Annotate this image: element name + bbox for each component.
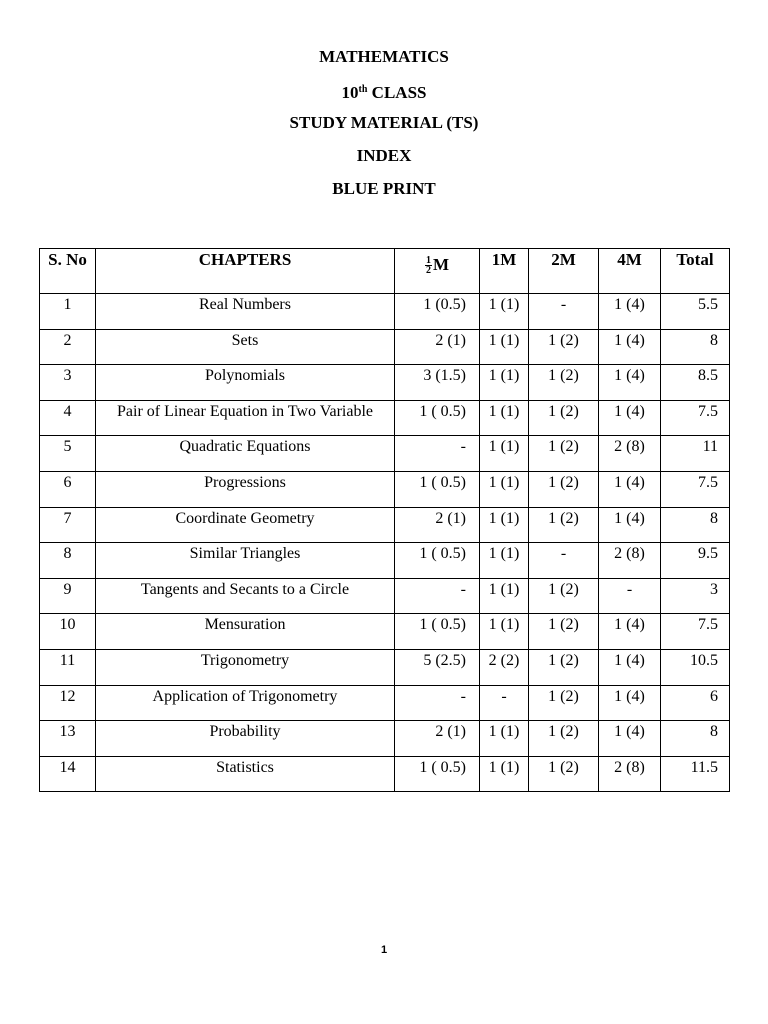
cell-sno: 6 xyxy=(40,471,96,507)
cell-total: 7.5 xyxy=(661,471,730,507)
cell-one-mark: 1 (1) xyxy=(480,365,529,401)
cell-two-mark: 1 (2) xyxy=(529,471,599,507)
class-title xyxy=(0,77,768,110)
cell-total: 7.5 xyxy=(661,614,730,650)
cell-total: 11.5 xyxy=(661,756,730,792)
cell-one-mark: 1 (1) xyxy=(480,400,529,436)
cell-one-mark: 1 (1) xyxy=(480,543,529,579)
cell-two-mark: 1 (2) xyxy=(529,365,599,401)
cell-four-mark: 1 (4) xyxy=(599,365,661,401)
cell-chapter: Similar Triangles xyxy=(96,543,395,579)
half-unit: M xyxy=(432,255,450,274)
cell-four-mark: 1 (4) xyxy=(599,471,661,507)
class-suffix: th xyxy=(358,84,368,95)
cell-two-mark: 1 (2) xyxy=(529,329,599,365)
cell-sno: 8 xyxy=(40,543,96,579)
cell-chapter: Statistics xyxy=(96,756,395,792)
cell-one-mark: 1 (1) xyxy=(480,294,529,330)
cell-half-mark: - xyxy=(395,578,480,614)
table-row xyxy=(40,436,730,472)
subject-title: MATHEMATICS xyxy=(319,47,449,66)
blueprint-title: BLUE PRINT xyxy=(332,179,436,198)
half-denominator: 2 xyxy=(425,264,431,276)
cell-chapter: Pair of Linear Equation in Two Variable xyxy=(96,400,395,436)
cell-one-mark: 1 (1) xyxy=(480,756,529,792)
table-row xyxy=(40,543,730,579)
cell-chapter: Probability xyxy=(96,721,395,757)
material-title: STUDY MATERIAL (TS) xyxy=(289,113,479,132)
cell-four-mark: - xyxy=(599,578,661,614)
cell-four-mark: 1 (4) xyxy=(599,329,661,365)
cell-total: 6 xyxy=(661,685,730,721)
cell-two-mark: 1 (2) xyxy=(529,649,599,685)
cell-sno: 2 xyxy=(40,329,96,365)
cell-chapter: Sets xyxy=(96,329,395,365)
header-half-mark xyxy=(395,249,480,294)
cell-two-mark: 1 (2) xyxy=(529,614,599,650)
cell-half-mark: 1 ( 0.5) xyxy=(395,614,480,650)
cell-four-mark: 2 (8) xyxy=(599,756,661,792)
cell-half-mark: 2 (1) xyxy=(395,721,480,757)
cell-four-mark: 1 (4) xyxy=(599,721,661,757)
cell-one-mark: 1 (1) xyxy=(480,507,529,543)
cell-two-mark: - xyxy=(529,294,599,330)
cell-chapter: Progressions xyxy=(96,471,395,507)
header-four-mark: 4M xyxy=(599,249,661,294)
cell-half-mark: 2 (1) xyxy=(395,507,480,543)
cell-total: 9.5 xyxy=(661,543,730,579)
table-row xyxy=(40,400,730,436)
cell-half-mark: 3 (1.5) xyxy=(395,365,480,401)
cell-chapter: Mensuration xyxy=(96,614,395,650)
table-row xyxy=(40,329,730,365)
cell-four-mark: 1 (4) xyxy=(599,649,661,685)
cell-sno: 3 xyxy=(40,365,96,401)
cell-total: 10.5 xyxy=(661,649,730,685)
cell-one-mark: 1 (1) xyxy=(480,578,529,614)
table-row xyxy=(40,294,730,330)
cell-half-mark: 1 ( 0.5) xyxy=(395,471,480,507)
cell-one-mark: 1 (1) xyxy=(480,614,529,650)
cell-one-mark: 1 (1) xyxy=(480,471,529,507)
cell-one-mark: - xyxy=(480,685,529,721)
table-row xyxy=(40,721,730,757)
cell-sno: 4 xyxy=(40,400,96,436)
cell-chapter: Real Numbers xyxy=(96,294,395,330)
cell-two-mark: 1 (2) xyxy=(529,578,599,614)
table-row xyxy=(40,649,730,685)
cell-total: 8.5 xyxy=(661,365,730,401)
cell-half-mark: 1 ( 0.5) xyxy=(395,756,480,792)
page-number: 1 xyxy=(380,944,388,956)
cell-sno: 12 xyxy=(40,685,96,721)
cell-chapter: Trigonometry xyxy=(96,649,395,685)
document-heading xyxy=(0,44,768,209)
cell-chapter: Polynomials xyxy=(96,365,395,401)
cell-four-mark: 2 (8) xyxy=(599,543,661,579)
half-numerator: 1 xyxy=(425,254,431,266)
cell-total: 8 xyxy=(661,721,730,757)
class-number: 10 xyxy=(341,83,359,102)
table-row xyxy=(40,685,730,721)
cell-sno: 10 xyxy=(40,614,96,650)
blueprint-table xyxy=(39,248,730,792)
cell-two-mark: - xyxy=(529,543,599,579)
class-word: CLASS xyxy=(371,83,427,102)
table-row xyxy=(40,578,730,614)
table-row xyxy=(40,507,730,543)
cell-half-mark: - xyxy=(395,685,480,721)
cell-two-mark: 1 (2) xyxy=(529,685,599,721)
cell-two-mark: 1 (2) xyxy=(529,507,599,543)
cell-four-mark: 1 (4) xyxy=(599,614,661,650)
header-sno: S. No xyxy=(40,249,96,294)
table-header-row xyxy=(40,249,730,294)
cell-sno: 9 xyxy=(40,578,96,614)
cell-one-mark: 1 (1) xyxy=(480,721,529,757)
cell-one-mark: 2 (2) xyxy=(480,649,529,685)
cell-sno: 7 xyxy=(40,507,96,543)
cell-half-mark: - xyxy=(395,436,480,472)
header-two-mark: 2M xyxy=(529,249,599,294)
cell-total: 8 xyxy=(661,329,730,365)
table-row xyxy=(40,365,730,401)
header-total: Total xyxy=(661,249,730,294)
cell-sno: 13 xyxy=(40,721,96,757)
cell-chapter: Tangents and Secants to a Circle xyxy=(96,578,395,614)
cell-two-mark: 1 (2) xyxy=(529,400,599,436)
cell-one-mark: 1 (1) xyxy=(480,436,529,472)
table-row xyxy=(40,614,730,650)
cell-four-mark: 1 (4) xyxy=(599,400,661,436)
header-one-mark: 1M xyxy=(480,249,529,294)
half-fraction xyxy=(425,256,432,275)
cell-total: 3 xyxy=(661,578,730,614)
cell-four-mark: 1 (4) xyxy=(599,685,661,721)
cell-half-mark: 5 (2.5) xyxy=(395,649,480,685)
cell-total: 11 xyxy=(661,436,730,472)
cell-half-mark: 2 (1) xyxy=(395,329,480,365)
cell-half-mark: 1 ( 0.5) xyxy=(395,400,480,436)
cell-four-mark: 2 (8) xyxy=(599,436,661,472)
cell-sno: 14 xyxy=(40,756,96,792)
cell-two-mark: 1 (2) xyxy=(529,436,599,472)
cell-chapter: Quadratic Equations xyxy=(96,436,395,472)
cell-four-mark: 1 (4) xyxy=(599,294,661,330)
cell-half-mark: 1 (0.5) xyxy=(395,294,480,330)
table-row xyxy=(40,756,730,792)
cell-two-mark: 1 (2) xyxy=(529,756,599,792)
header-chapters: CHAPTERS xyxy=(96,249,395,294)
cell-half-mark: 1 ( 0.5) xyxy=(395,543,480,579)
cell-sno: 5 xyxy=(40,436,96,472)
cell-sno: 11 xyxy=(40,649,96,685)
cell-chapter: Coordinate Geometry xyxy=(96,507,395,543)
cell-one-mark: 1 (1) xyxy=(480,329,529,365)
cell-two-mark: 1 (2) xyxy=(529,721,599,757)
cell-total: 5.5 xyxy=(661,294,730,330)
cell-total: 8 xyxy=(661,507,730,543)
index-title: INDEX xyxy=(356,146,412,165)
cell-sno: 1 xyxy=(40,294,96,330)
cell-total: 7.5 xyxy=(661,400,730,436)
cell-chapter: Application of Trigonometry xyxy=(96,685,395,721)
cell-four-mark: 1 (4) xyxy=(599,507,661,543)
table-row xyxy=(40,471,730,507)
